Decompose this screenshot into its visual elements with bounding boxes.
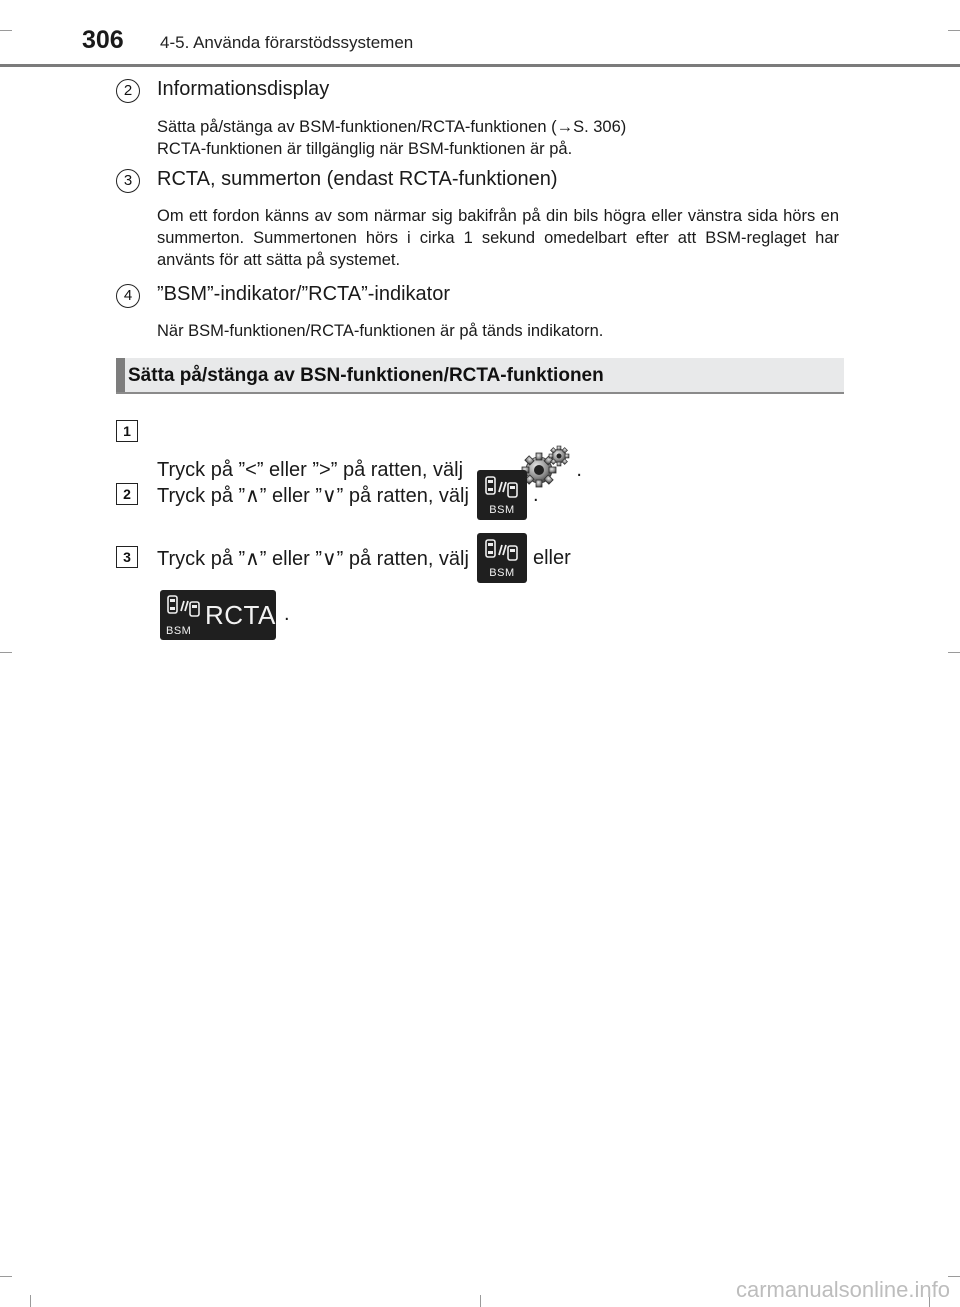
rcta-label: RCTA xyxy=(205,600,276,630)
bsm-label: BSM xyxy=(166,625,192,637)
page-number: 306 xyxy=(82,26,124,54)
section-title: Sätta på/stänga av BSN-funktionen/RCTA-funktionen xyxy=(128,365,604,386)
bsm-icon xyxy=(477,533,527,583)
item-body xyxy=(157,320,839,342)
bsm-icon-label: BSM xyxy=(489,504,515,516)
chapter-title: 4-5. Använda förarstödssystemen xyxy=(160,33,414,52)
step-text-after: . xyxy=(532,483,539,506)
crop-mark xyxy=(948,652,960,653)
item-number-circle: 4 xyxy=(116,284,140,308)
crop-mark xyxy=(0,652,12,653)
step-text xyxy=(157,470,539,520)
bsm-rcta-icon xyxy=(160,590,276,640)
step-text xyxy=(157,533,571,583)
header-divider xyxy=(0,64,960,67)
step-text-after: . xyxy=(576,458,582,481)
step-number: 1 xyxy=(116,420,138,442)
crop-mark xyxy=(0,30,12,31)
item-heading: ”BSM”-indikator/”RCTA”-indikator xyxy=(157,283,451,305)
list-item-informationsdisplay xyxy=(116,79,846,169)
item-body-line: RCTA-funktionen är tillgänglig när BSM-funktionen är på. xyxy=(157,140,573,158)
list-item-rcta-summerton xyxy=(116,169,846,279)
step-text-before: Tryck på ”∧” eller ”∨” på ratten, välj xyxy=(157,484,469,507)
list-item-indikator xyxy=(116,284,846,350)
step-text-before: Tryck på ”∧” eller ”∨” på ratten, välj xyxy=(157,547,469,570)
section-header xyxy=(116,358,844,394)
item-number-circle: 2 xyxy=(116,79,140,103)
bsm-icon-label: BSM xyxy=(489,567,515,579)
crop-mark xyxy=(480,1295,481,1307)
item-number-circle: 3 xyxy=(116,169,140,193)
item-body-paragraph: Om ett fordon känns av som närmar sig bakifrån på din bils högra eller vänstra sida hörs en summerton. Summertonen hörs i cirka 1 sekund omedelbart efter att BSM-reglaget har använts för att sätta på systemet. xyxy=(157,207,839,269)
crop-mark xyxy=(30,1295,31,1307)
item-body xyxy=(157,116,839,160)
item-heading: RCTA, summerton (endast RCTA-funktionen) xyxy=(157,168,558,190)
footer-watermark: carmanualsonline.info xyxy=(735,1277,950,1302)
step-number: 3 xyxy=(116,546,138,568)
step-number: 2 xyxy=(116,483,138,505)
step-text-after: eller xyxy=(532,546,571,569)
crop-mark xyxy=(948,30,960,31)
item-body xyxy=(157,205,839,271)
item-body-line: Sätta på/stänga av BSM-funktionen/RCTA-funktionen (→S. 306) xyxy=(157,118,627,136)
step-text-before: Tryck på ”<” eller ”>” på ratten, välj xyxy=(157,458,464,481)
rcta-period: . xyxy=(284,603,290,625)
crop-mark xyxy=(0,1276,12,1277)
item-body-line: När BSM-funktionen/RCTA-funktionen är på tänds indikatorn. xyxy=(157,322,604,340)
bsm-icon xyxy=(477,470,527,520)
item-heading: Informationsdisplay xyxy=(157,78,330,100)
section-accent-bar xyxy=(116,358,125,392)
